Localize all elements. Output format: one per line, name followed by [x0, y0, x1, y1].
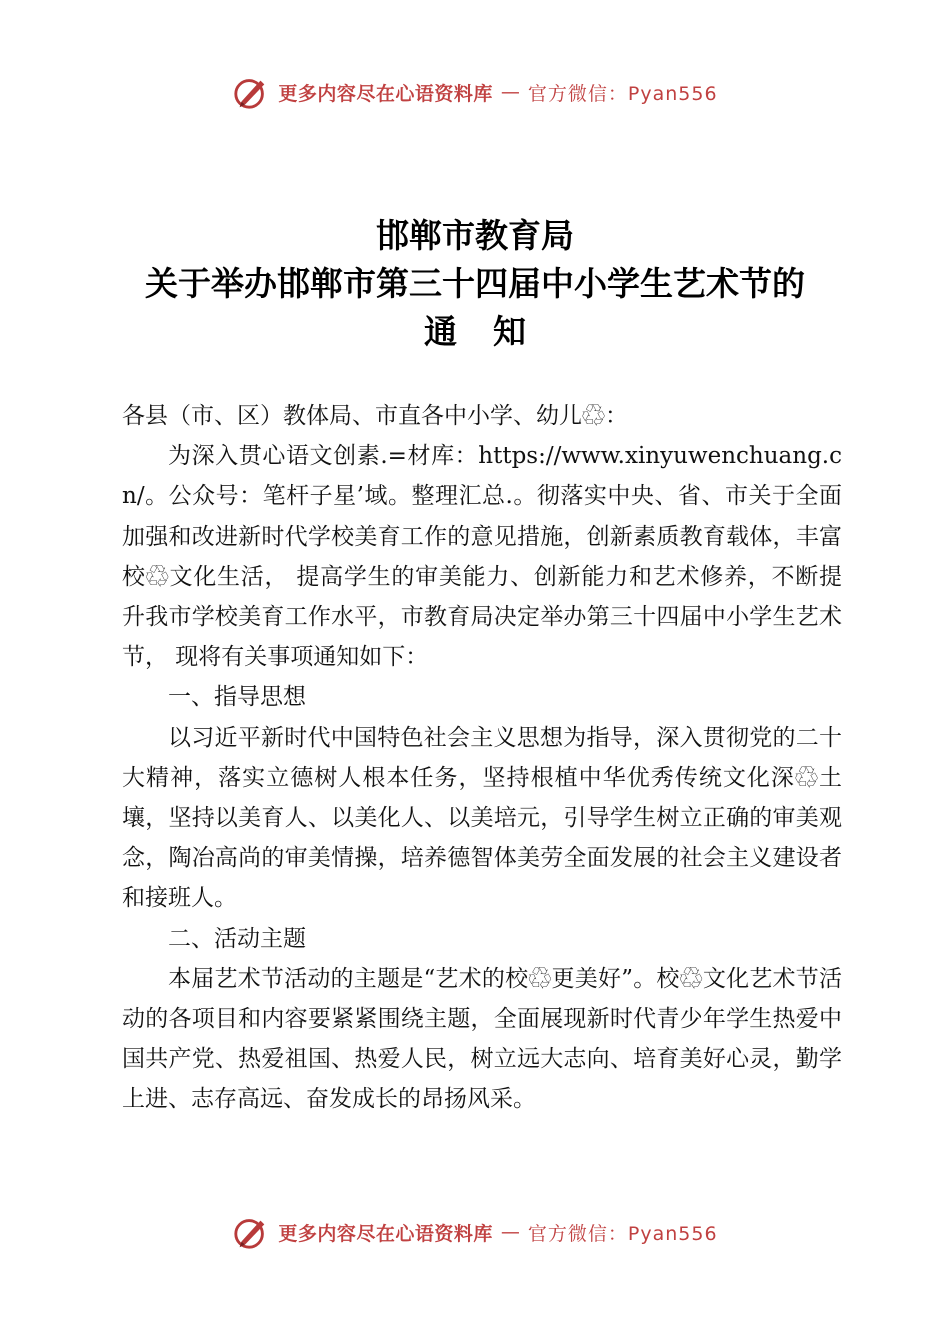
salutation: 各县（市、区）教体局、市直各中小学、幼儿♲：	[122, 403, 628, 429]
watermark-text: 更多内容尽在心语资料库	[278, 1222, 493, 1245]
pen-logo-icon	[232, 1213, 270, 1251]
title-line-1: 邯郸市教育局	[376, 216, 574, 255]
header-watermark	[0, 70, 950, 114]
paragraph-activity-theme: 本届艺术节活动的主题是“艺术的校♲更美好”。校♲文化艺术节活动的各项目和内容要紧紧围绕主题，全面展现新时代青少年学生热爱中国共产党、热爱祖国、热爱人民，树立远大志向、培育美好心灵，勤学上进、志存高远、奋发成长的昂扬风采。	[122, 965, 842, 1113]
footer-watermark	[0, 1210, 950, 1254]
title-line-2: 关于举办邯郸市第三十四届中小学生艺术节的	[145, 264, 805, 303]
paragraph-intro: 为深入贯心语文创素.=材库：https://www.xinyuwenchuang.cn/。公众号：笔杆子星’域。整理汇总.。彻落实中央、省、市关于全面加强和改进新时代学校美育工作的意见措施，创新素质教育载体，丰富校♲文化生活， 提高学生的审美能力、创新能力和艺术修养，不断提升我市学校美育工作水平，市教育局决定举办第三十四届中小学生艺术节， 现将有关事项通知如下：	[122, 443, 842, 671]
paragraph-guiding-ideology: 以习近平新时代中国特色社会主义思想为指导，深入贯彻党的二十大精神，落实立德树人根本任务，坚持根植中华优秀传统文化深♲土壤，坚持以美育人、以美化人、以美培元，引导学生树立正确的审美观念，陶冶高尚的审美情操，培养德智体美劳全面发展的社会主义建设者和接班人。	[122, 724, 842, 912]
watermark-separator: —	[500, 1221, 520, 1243]
watermark-contact: 官方微信：Pyan556	[527, 1222, 718, 1245]
watermark-separator: —	[500, 81, 520, 103]
document-title	[0, 212, 950, 356]
pen-logo-icon	[232, 73, 270, 111]
document-body	[122, 396, 842, 1120]
section-heading-1: 一、指导思想	[168, 684, 306, 711]
section-heading-2: 二、活动主题	[168, 925, 306, 952]
title-line-3: 通知	[424, 312, 562, 351]
watermark-contact: 官方微信：Pyan556	[527, 82, 718, 105]
watermark-text: 更多内容尽在心语资料库	[278, 82, 493, 105]
